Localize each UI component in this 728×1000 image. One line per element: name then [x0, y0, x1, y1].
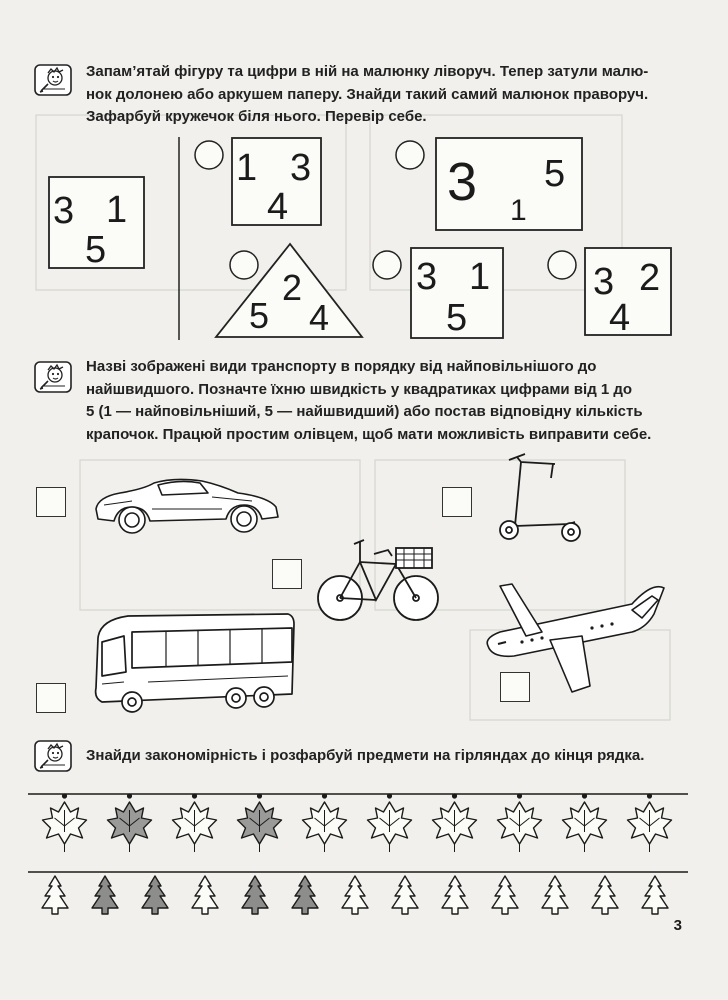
fir-tree-icon[interactable] [342, 876, 368, 914]
task2-line-3: 5 (1 — найповільніший, 5 — найшвидший) або постав відповідну кількість [86, 403, 643, 420]
option-1-figure [195, 138, 321, 228]
task1-line-2: нок долонею або аркушем паперу. Знайди такий самий малюнок праворуч. [86, 85, 649, 103]
option-3-figure [216, 244, 362, 338]
sports-car-icon [92, 475, 282, 535]
option-2-digit-0: 3 [447, 152, 478, 212]
task2-line-1: Назві зображені види транспорту в порядку від найповільнішого до [86, 358, 597, 375]
option-2-digit-1: 5 [544, 153, 566, 195]
task1-line-1: Запам’ятай фігуру та цифри в ній на малюнку ліворуч. Тепер затули малю- [86, 63, 649, 80]
task2-line-4: крапочок. Працюй простим олівцем, щоб мати можливість виправити себе. [86, 425, 652, 443]
option-2-figure [396, 138, 582, 230]
maple-leaf-icon[interactable] [368, 793, 412, 852]
airplane-icon [482, 574, 672, 699]
task3-line-1: Знайди закономірність і розфарбуй предмети на гірляндах до кінця рядка. [86, 747, 645, 764]
fir-tree-icon[interactable] [492, 876, 518, 914]
task3-instruction [86, 745, 686, 768]
bus-icon [88, 610, 298, 720]
option-3-digit-2: 4 [309, 297, 330, 338]
fir-tree-icon[interactable] [592, 876, 618, 914]
fir-tree-icon[interactable] [292, 876, 318, 914]
option-4-figure [373, 248, 503, 339]
option-5-digit-2: 4 [609, 297, 631, 339]
task2-line-2: найшвидшого. Позначте їхню швидкість у квадратиках цифрами від 1 до [86, 380, 633, 398]
option-5-digit-0: 3 [593, 261, 615, 303]
maple-leaf-icon[interactable] [303, 793, 347, 852]
option-4-circle[interactable] [373, 251, 401, 279]
maple-leaf-icon[interactable] [628, 793, 672, 852]
task2-instruction [86, 356, 676, 446]
maple-leaf-icon[interactable] [173, 793, 217, 852]
option-3-digit-0: 2 [282, 267, 303, 308]
page-number: 3 [673, 917, 682, 934]
fir-tree-icon[interactable] [92, 876, 118, 914]
bicycle-icon [314, 526, 444, 626]
task1-figures [0, 125, 728, 345]
option-1-circle[interactable] [195, 141, 223, 169]
fir-tree-icon[interactable] [242, 876, 268, 914]
boy-pencil-icon [34, 740, 72, 772]
option-3-digit-1: 5 [249, 295, 270, 336]
option-3-circle[interactable] [230, 251, 258, 279]
fir-tree-icon[interactable] [42, 876, 68, 914]
option-2-digit-2: 1 [510, 194, 527, 227]
maple-leaf-icon[interactable] [238, 793, 282, 852]
option-1-digit-1: 3 [290, 147, 312, 189]
maple-leaf-icon[interactable] [498, 793, 542, 852]
boy-pencil-icon [34, 64, 72, 96]
maple-leaf-icon[interactable] [108, 793, 152, 852]
maple-leaf-icon[interactable] [433, 793, 477, 852]
option-2-circle[interactable] [396, 141, 424, 169]
boy-pencil-icon [34, 361, 72, 393]
tree-garland [28, 862, 688, 924]
fir-tree-icon[interactable] [642, 876, 668, 914]
reference-digit-0: 3 [53, 190, 75, 232]
maple-leaf-icon[interactable] [43, 793, 87, 852]
option-4-digit-1: 1 [469, 256, 491, 298]
option-5-circle[interactable] [548, 251, 576, 279]
option-4-digit-2: 5 [446, 297, 468, 339]
option-1-digit-0: 1 [236, 147, 258, 189]
option-5-digit-1: 2 [639, 257, 661, 299]
answer-box-bus[interactable] [36, 683, 66, 713]
fir-tree-icon[interactable] [192, 876, 218, 914]
reference-figure [49, 177, 144, 271]
answer-box-bicycle[interactable] [272, 559, 302, 589]
fir-tree-icon[interactable] [142, 876, 168, 914]
leaf-garland [28, 786, 688, 856]
reference-digit-1: 1 [106, 189, 128, 231]
task1-line-3: Зафарбуй кружечок біля нього. Перевір себе. [86, 108, 427, 125]
option-1-digit-2: 4 [267, 186, 289, 228]
answer-box-scooter[interactable] [442, 487, 472, 517]
reference-digit-2: 5 [85, 229, 107, 271]
maple-leaf-icon[interactable] [563, 793, 607, 852]
option-5-figure [548, 248, 671, 339]
fir-tree-icon[interactable] [392, 876, 418, 914]
fir-tree-icon[interactable] [542, 876, 568, 914]
answer-box-car[interactable] [36, 487, 66, 517]
fir-tree-icon[interactable] [442, 876, 468, 914]
option-4-digit-0: 3 [416, 256, 438, 298]
task1-instruction [86, 61, 676, 129]
scooter-icon [495, 452, 585, 547]
